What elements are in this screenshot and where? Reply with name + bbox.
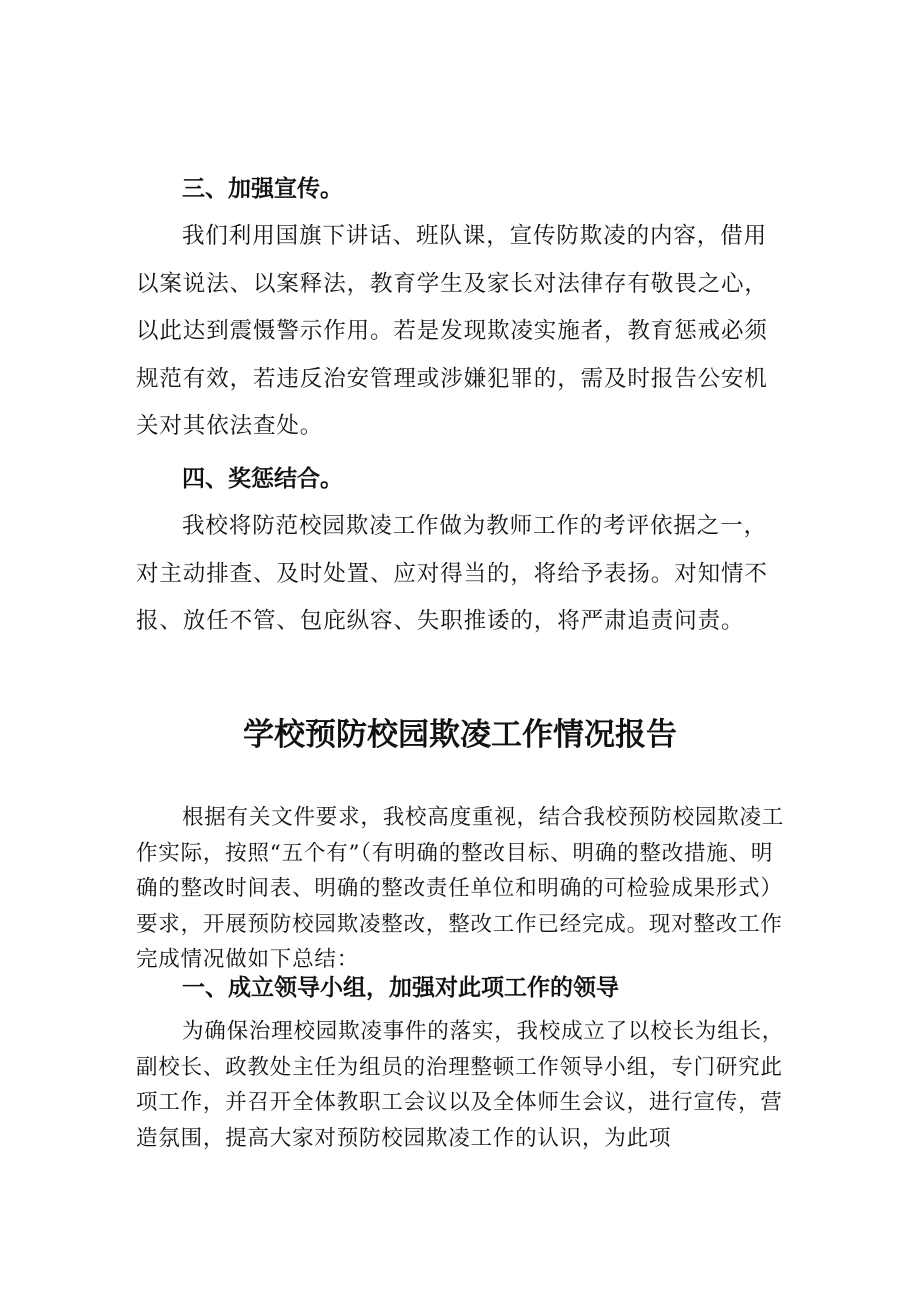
section-heading-leadership: 一、成立领导小组，加强对此项工作的领导 — [182, 975, 619, 1001]
report-title: 学校预防校园欺凌工作情况报告 — [243, 717, 677, 753]
report-intro: 根据有关文件要求，我校高度重视，结合我校预防校园欺凌工作实际，按照“五个有”（有明确的整改目标、明确的整改措施、明确的整改时间表、明确的整改责任单位和明确的可检验成果形式）要求，开展预防校园欺凌整改，整改工作已经完成。现对整改工作完成情况做如下总结： — [136, 805, 785, 972]
section-body-leadership: 为确保治理校园欺凌事件的落实，我校成立了以校长为组长，副校长、政教处主任为组员的治理整顿工作领导小组，专门研究此项工作，并召开全体教职工会议以及全体师生会议，进行宣传，营造氛围，提高大家对预防校园欺凌工作的认识，为此项 — [136, 1019, 785, 1151]
section-body-publicity: 我们利用国旗下讲话、班队课，宣传防欺凌的内容，借用以案说法、以案释法，教育学生及家长对法律存有敬畏之心，以此达到震慑警示作用。若是发现欺凌实施者，教育惩戒必须规范有效，若违反治安管理或涉嫌犯罪的，需及时报告公安机关对其依法查处。 — [136, 223, 768, 439]
section-heading-rewards: 四、奖惩结合。 — [182, 466, 343, 492]
section-body-rewards: 我校将防范校园欺凌工作做为教师工作的考评依据之一，对主动排查、及时处置、应对得当的，将给予表扬。对知情不报、放任不管、包庇纵容、失职推诿的，将严肃追责问责。 — [136, 513, 768, 634]
section-heading-publicity: 三、加强宣传。 — [182, 176, 343, 202]
